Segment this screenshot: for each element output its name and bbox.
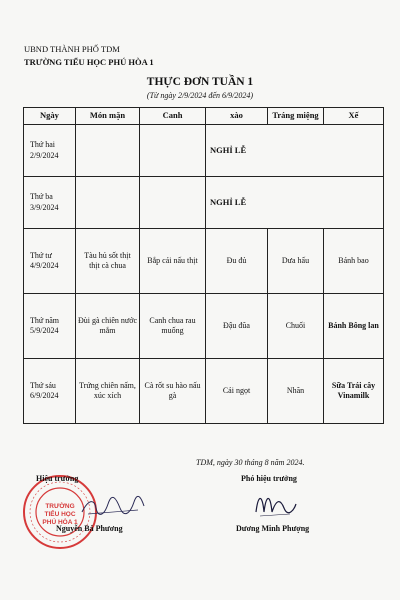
holiday-note: NGHỈ LỄ xyxy=(206,125,384,177)
principal-name: Nguyễn Bá Phương xyxy=(56,524,123,533)
cell-canh: Cà rốt su hào nấu gà xyxy=(140,359,206,424)
vice-principal-name: Dương Minh Phượng xyxy=(236,524,310,533)
cell-xao: Đu đủ xyxy=(206,229,268,294)
table-row xyxy=(24,229,384,294)
cell-trang-mieng: Nhãn xyxy=(268,359,324,424)
vice-principal-title: Phó hiệu trưởng xyxy=(241,474,297,483)
cell-canh xyxy=(140,177,206,229)
org-line-1: UBND THÀNH PHỐ TDM xyxy=(24,44,120,54)
table-row xyxy=(24,125,384,177)
cell-xe: Bánh bao xyxy=(324,229,384,294)
header-man: Món mặn xyxy=(76,108,140,125)
principal-signature xyxy=(78,494,148,520)
cell-canh: Canh chua rau muống xyxy=(140,294,206,359)
cell-xe: Bánh Bông lan xyxy=(324,294,384,359)
signing-date: TDM, ngày 30 tháng 8 năm 2024. xyxy=(196,458,305,467)
org-line-2: TRƯỜNG TIỂU HỌC PHÚ HÒA 1 xyxy=(24,57,154,67)
header-day: Ngày xyxy=(24,108,76,125)
day-cell: Thứ hai 2/9/2024 xyxy=(24,125,76,177)
cell-man xyxy=(76,177,140,229)
day-cell: Thứ sáu 6/9/2024 xyxy=(24,359,76,424)
svg-text:PHÚ HÒA 1: PHÚ HÒA 1 xyxy=(42,519,78,526)
svg-text:TIỂU HỌC: TIỂU HỌC xyxy=(44,511,76,518)
table-row xyxy=(24,294,384,359)
cell-trang-mieng: Dưa hấu xyxy=(268,229,324,294)
table-header-row xyxy=(24,108,384,125)
cell-man: Đùi gà chiên nước mắm xyxy=(76,294,140,359)
cell-xao: Cải ngọt xyxy=(206,359,268,424)
cell-man xyxy=(76,125,140,177)
menu-table xyxy=(23,107,384,424)
cell-xe: Sữa Trái cây Vinamilk xyxy=(324,359,384,424)
cell-man: Tàu hủ sốt thịt thịt cà chua xyxy=(76,229,140,294)
header-trang-mieng: Tráng miệng xyxy=(268,108,324,125)
cell-xao: Đậu đũa xyxy=(206,294,268,359)
cell-canh: Bắp cải nấu thịt xyxy=(140,229,206,294)
header-xe: Xế xyxy=(324,108,384,125)
svg-text:TRƯỜNG: TRƯỜNG xyxy=(45,503,75,510)
page-title: THỰC ĐƠN TUẦN 1 xyxy=(146,76,254,88)
principal-title: Hiệu trưởng xyxy=(36,474,79,483)
cell-man: Trứng chiên nấm, xúc xích xyxy=(76,359,140,424)
table-row xyxy=(24,359,384,424)
day-cell: Thứ tư 4/9/2024 xyxy=(24,229,76,294)
table-row xyxy=(24,177,384,229)
header-canh: Canh xyxy=(140,108,206,125)
vice-principal-signature xyxy=(250,486,300,520)
holiday-note: NGHỈ LỄ xyxy=(206,177,384,229)
day-cell: Thứ năm 5/9/2024 xyxy=(24,294,76,359)
cell-trang-mieng: Chuối xyxy=(268,294,324,359)
cell-canh xyxy=(140,125,206,177)
header-xao: xào xyxy=(206,108,268,125)
page-subtitle: (Từ ngày 2/9/2024 đến 6/9/2024) xyxy=(146,91,254,100)
day-cell: Thứ ba 3/9/2024 xyxy=(24,177,76,229)
